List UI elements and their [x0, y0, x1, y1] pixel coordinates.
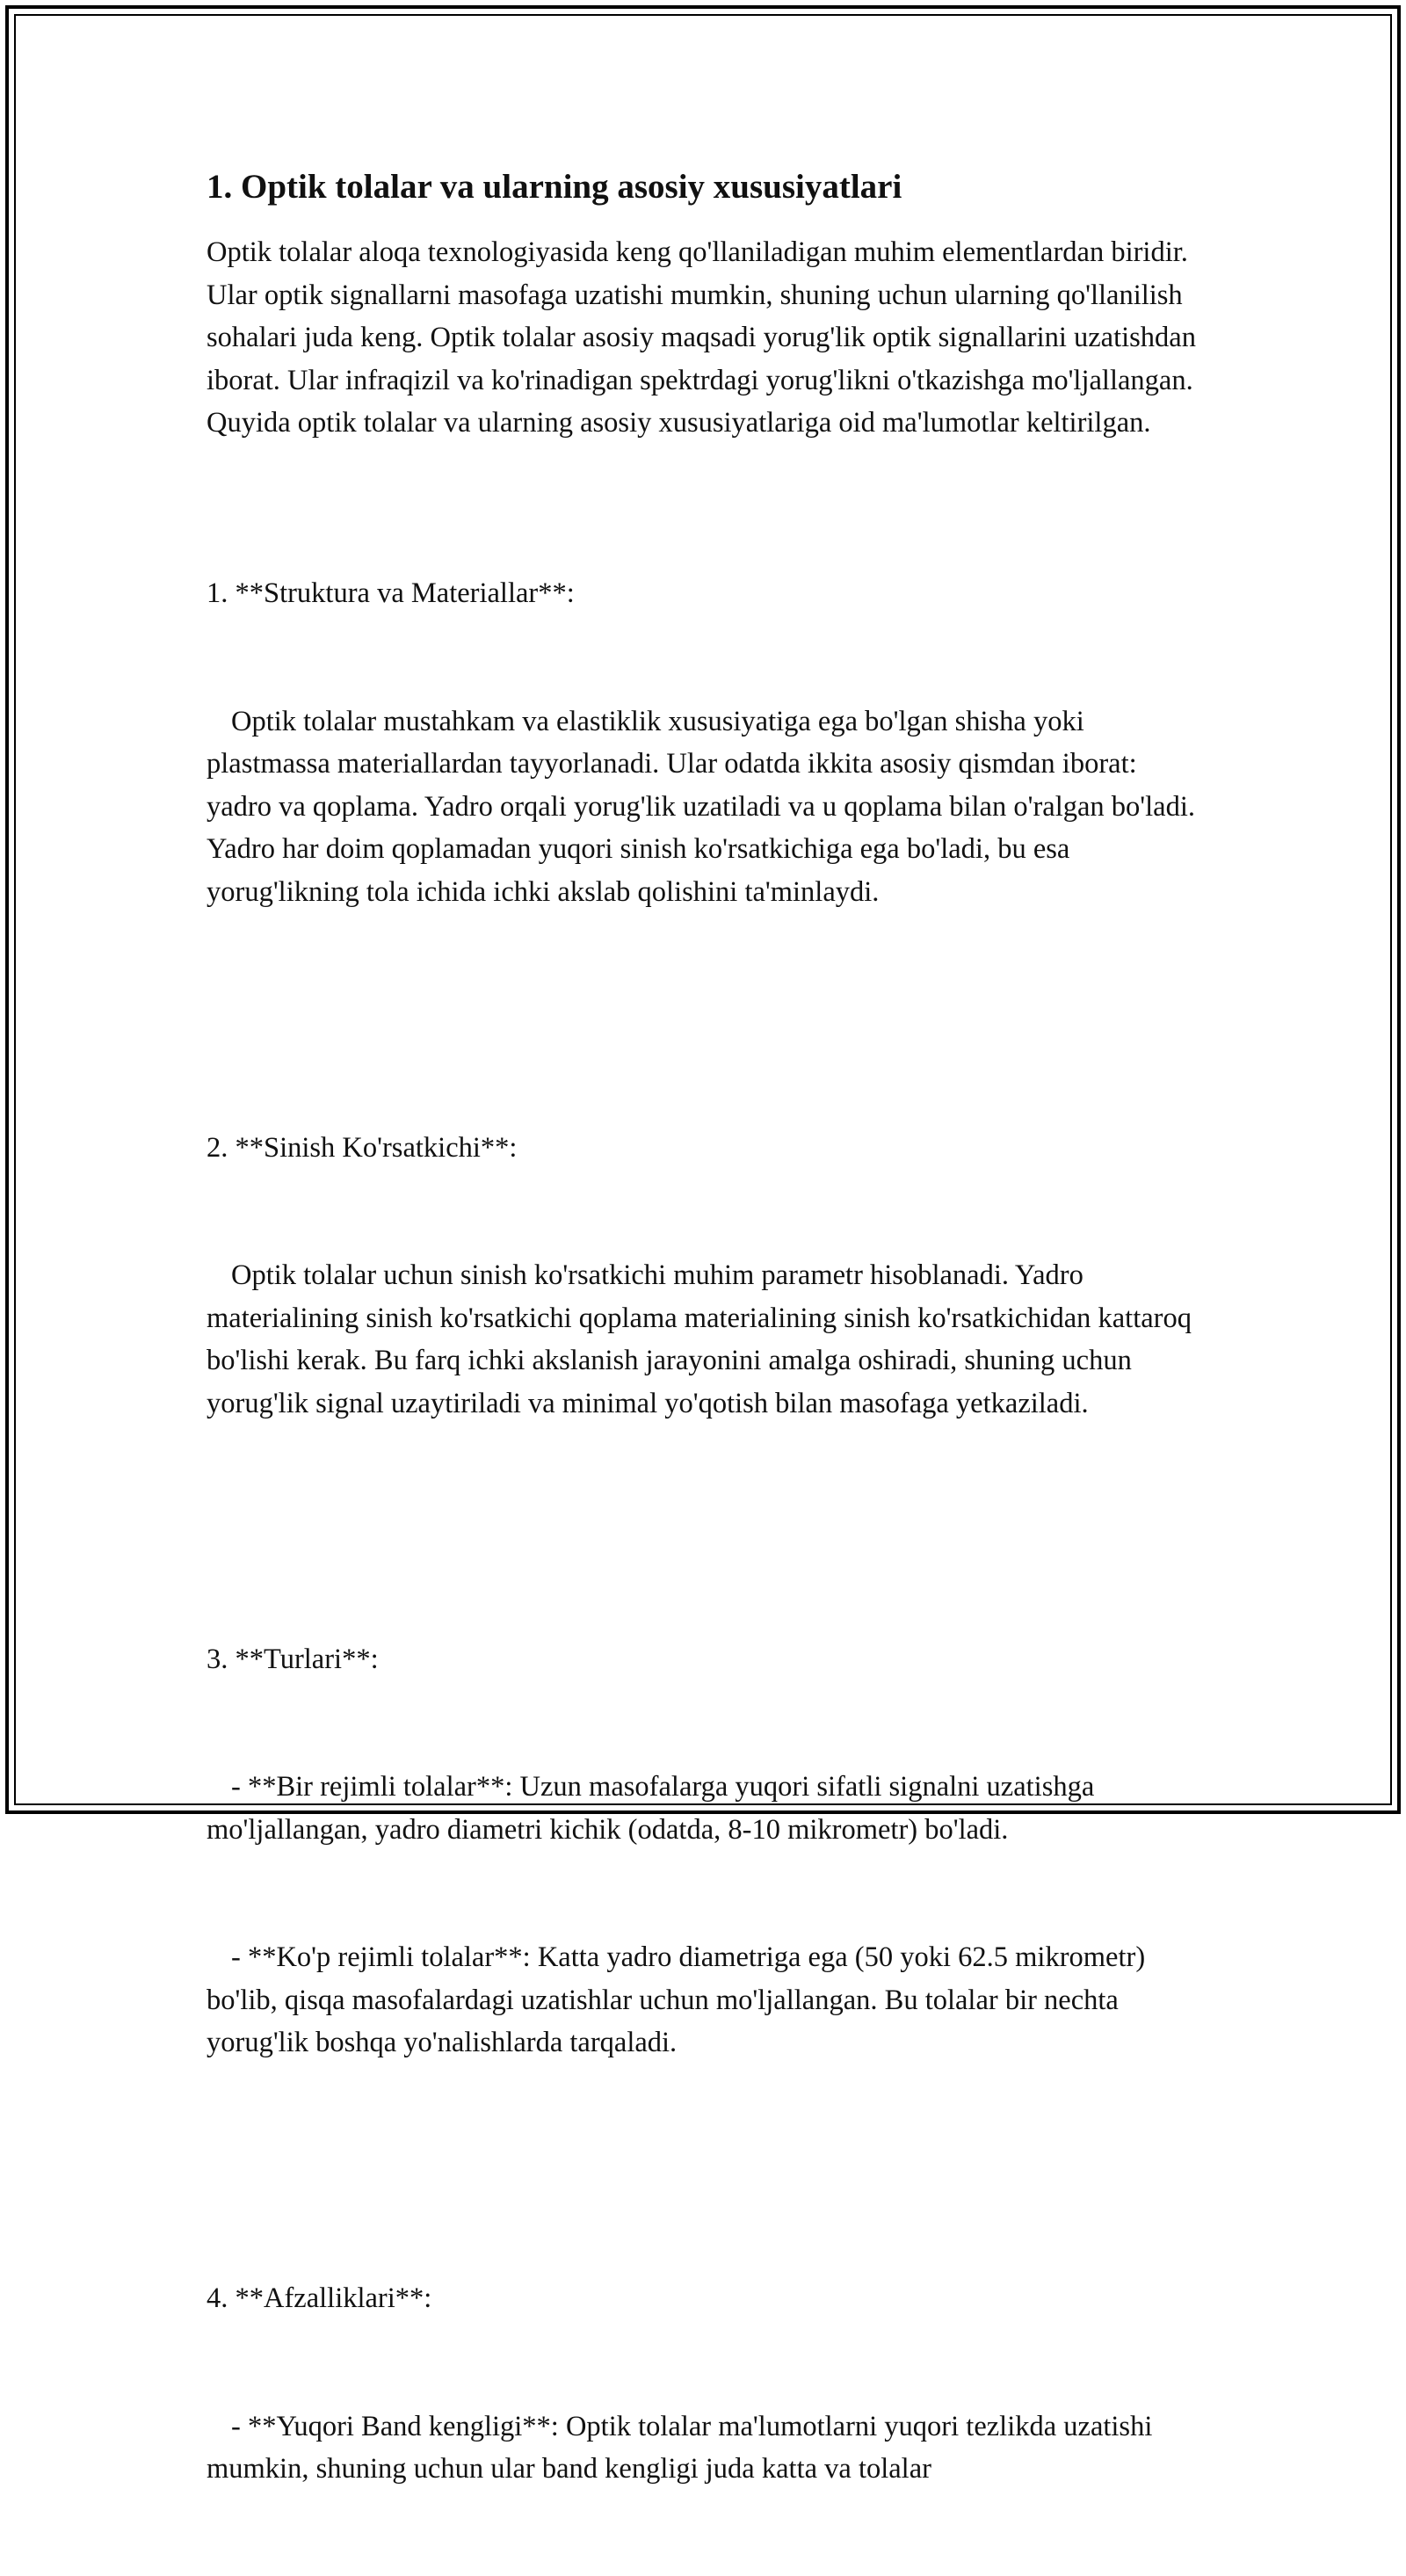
document-content [207, 163, 1204, 2576]
section-title: 4. **Afzalliklari**: [207, 2282, 432, 2314]
intro-paragraph: Optik tolalar aloqa texnologiyasida keng qo'llaniladigan muhim elementlardan biridir. Ular optik signallarni masofaga uzatishi mumkin, shuning uchun ularning qo'llanilish sohalari juda keng. Optik tolalar asosiy maqsadi yorug'lik optik signallarini uzatishdan iborat. Ular infraqizil va ko'rinadigan spektrdagi yorug'likni o'tkazishga mo'ljallangan. Quyida optik tolalar va ularning asosiy xususiyatlariga oid ma'lumotlar keltirilgan. [207, 236, 1204, 439]
document-heading: 1. Optik tolalar va ularning asosiy xususiyatlari [207, 168, 902, 206]
section-body: Optik tolalar uchun sinish ko'rsatkichi muhim parametr hisoblanadi. Yadro materialining sinish ko'rsatkichi qoplama materialining sinish ko'rsatkichidan kattaroq bo'lishi kerak. Bu farq ichki akslanish jarayonini amalga oshiradi, shuning uchun yorug'lik signal uzaytiriladi va minimal yo'qotish bilan masofaga yetkaziladi. [207, 1259, 1199, 1419]
section-title: 1. **Struktura va Materiallar**: [207, 577, 575, 609]
list-item: - **Ko'p rejimli tolalar**: Katta yadro diametriga ega (50 yoki 62.5 mikrometr) bo'lib, qisqa masofalardagi uzatishlar uchun mo'ljallangan. Bu tolalar bir nechta yorug'lik boshqa yo'nalishlarda tarqaladi. [207, 1941, 1153, 2058]
section-refractive-index [207, 1041, 1199, 1511]
section-body: Optik tolalar mustahkam va elastiklik xususiyatiga ega bo'lgan shisha yoki plastmassa materiallardan tayyorlanadi. Ular odatda ikkita asosiy qismdan iborat: yadro va qoplama. Yadro orqali yorug'lik uzatiladi va u qoplama bilan o'ralgan bo'ladi. Yadro har doim qoplamadan yuqori sinish ko'rsatkichiga ega bo'ladi, bu esa yorug'likning tola ichida ichki akslab qolishini ta'minlaydi. [207, 705, 1201, 908]
section-title: 2. **Sinish Ko'rsatkichi**: [207, 1131, 518, 1164]
list-item: - **Yuqori Band kengligi**: Optik tolalar ma'lumotlarni yuqori tezlikda uzatishi mumkin, shuning uchun ular band kengligi juda katta va tolalar [207, 2410, 1160, 2485]
list-item: - **Bir rejimli tolalar**: Uzun masofalarga yuqori sifatli signalni uzatishga mo'ljallangan, yadro diametri kichik (odatda, 8-10 mikrometr) bo'ladi. [207, 1771, 1102, 1846]
section-advantages [207, 2192, 1199, 2576]
section-types [207, 1553, 1199, 2150]
section-structure [207, 487, 1199, 998]
section-title: 3. **Turlari**: [207, 1643, 379, 1675]
